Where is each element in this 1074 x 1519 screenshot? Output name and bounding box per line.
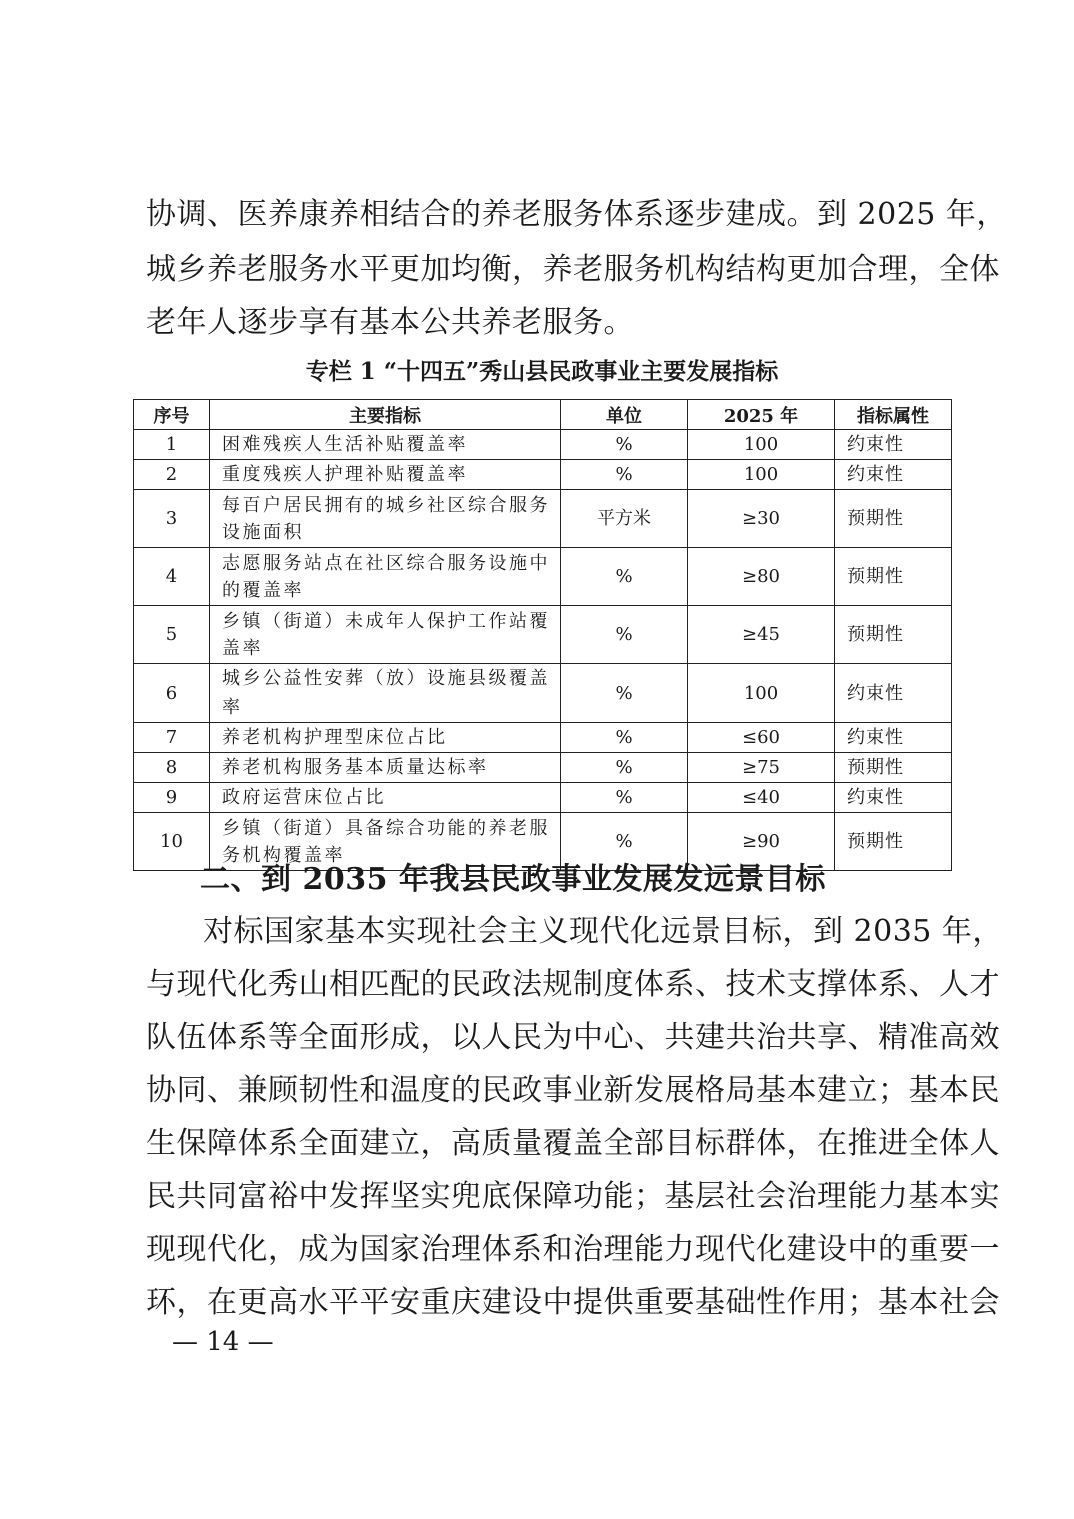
row-indicator: 重度残疾人护理补贴覆盖率 [210, 460, 561, 490]
row-attribute: 预期性 [835, 606, 952, 664]
table-row [134, 753, 952, 783]
row-indicator: 政府运营床位占比 [210, 783, 561, 813]
row-indicator: 困难残疾人生活补贴覆盖率 [210, 430, 561, 460]
header-unit: 单位 [561, 400, 688, 430]
body-line: 环，在更高水平平安重庆建设中提供重要基础性作用；基本社会 [146, 1285, 1000, 1320]
row-indicator: 养老机构护理型床位占比 [210, 723, 561, 753]
row-no: 8 [134, 753, 210, 783]
table-row [134, 606, 952, 664]
table-row [134, 430, 952, 460]
row-no: 10 [134, 813, 210, 871]
body-line: 对标国家基本实现社会主义现代化远景目标，到 2035 年， [203, 914, 1003, 949]
header-target: 2025 年 [688, 400, 835, 430]
body-line: 生保障体系全面建立，高质量覆盖全部目标群体，在推进全体人 [146, 1126, 1000, 1161]
row-target: ≥45 [688, 606, 835, 664]
row-unit: % [561, 813, 688, 871]
row-unit: 平方米 [561, 490, 688, 548]
section-heading: 二、到 2035 年我县民政事业发展发远景目标 [200, 862, 826, 897]
row-attribute: 预期性 [835, 490, 952, 548]
row-indicator: 城乡公益性安葬（放）设施县级覆盖率 [210, 664, 561, 723]
header-indicator: 主要指标 [210, 400, 561, 430]
row-target: ≥30 [688, 490, 835, 548]
row-no: 6 [134, 664, 210, 723]
table-row [134, 723, 952, 753]
body-line: 现现代化，成为国家治理体系和治理能力现代化建设中的重要一 [146, 1232, 1000, 1267]
row-unit: % [561, 723, 688, 753]
row-attribute: 约束性 [835, 723, 952, 753]
row-no: 1 [134, 430, 210, 460]
body-line: 民共同富裕中发挥坚实兜底保障功能；基层社会治理能力基本实 [146, 1179, 1000, 1214]
row-unit: % [561, 606, 688, 664]
row-target: 100 [688, 460, 835, 490]
row-attribute: 预期性 [835, 548, 952, 606]
row-unit: % [561, 664, 688, 723]
table-row [134, 490, 952, 548]
row-no: 9 [134, 783, 210, 813]
body-line: 协同、兼顾韧性和温度的民政事业新发展格局基本建立；基本民 [146, 1073, 1000, 1108]
row-attribute: 预期性 [835, 753, 952, 783]
table-row [134, 548, 952, 606]
indicator-table [133, 399, 952, 871]
row-target: ≥80 [688, 548, 835, 606]
row-no: 7 [134, 723, 210, 753]
row-indicator: 养老机构服务基本质量达标率 [210, 753, 561, 783]
table-header-row [134, 400, 952, 430]
row-attribute: 约束性 [835, 783, 952, 813]
intro-line: 城乡养老服务水平更加均衡，养老服务机构结构更加合理，全体 [146, 252, 1000, 287]
row-unit: % [561, 548, 688, 606]
row-attribute: 预期性 [835, 813, 952, 871]
body-line: 与现代化秀山相匹配的民政法规制度体系、技术支撑体系、人才 [146, 967, 1000, 1002]
row-unit: % [561, 430, 688, 460]
row-unit: % [561, 460, 688, 490]
row-target: 100 [688, 430, 835, 460]
row-attribute: 约束性 [835, 664, 952, 723]
row-target: ≥90 [688, 813, 835, 871]
table-caption: 专栏 1 “十四五”秀山县民政事业主要发展指标 [305, 358, 779, 385]
row-target: ≥75 [688, 753, 835, 783]
page-number: — 14 — [172, 1327, 274, 1357]
row-attribute: 约束性 [835, 430, 952, 460]
row-no: 3 [134, 490, 210, 548]
row-target: 100 [688, 664, 835, 723]
row-no: 5 [134, 606, 210, 664]
table-row [134, 460, 952, 490]
header-no: 序号 [134, 400, 210, 430]
row-no: 2 [134, 460, 210, 490]
row-indicator: 志愿服务站点在社区综合服务设施中的覆盖率 [210, 548, 561, 606]
intro-line: 老年人逐步享有基本公共养老服务。 [146, 305, 634, 340]
intro-line: 协调、医养康养相结合的养老服务体系逐步建成。到 2025 年， [146, 197, 1007, 232]
row-indicator: 每百户居民拥有的城乡社区综合服务设施面积 [210, 490, 561, 548]
body-line: 队伍体系等全面形成，以人民为中心、共建共治共享、精准高效 [146, 1020, 1000, 1055]
row-unit: % [561, 783, 688, 813]
row-target: ≤60 [688, 723, 835, 753]
table-row [134, 664, 952, 723]
row-unit: % [561, 753, 688, 783]
row-indicator: 乡镇（街道）未成年人保护工作站覆盖率 [210, 606, 561, 664]
row-no: 4 [134, 548, 210, 606]
row-attribute: 约束性 [835, 460, 952, 490]
row-indicator: 乡镇（街道）具备综合功能的养老服务机构覆盖率 [210, 813, 561, 871]
row-target: ≤40 [688, 783, 835, 813]
table-row [134, 783, 952, 813]
header-attribute: 指标属性 [835, 400, 952, 430]
